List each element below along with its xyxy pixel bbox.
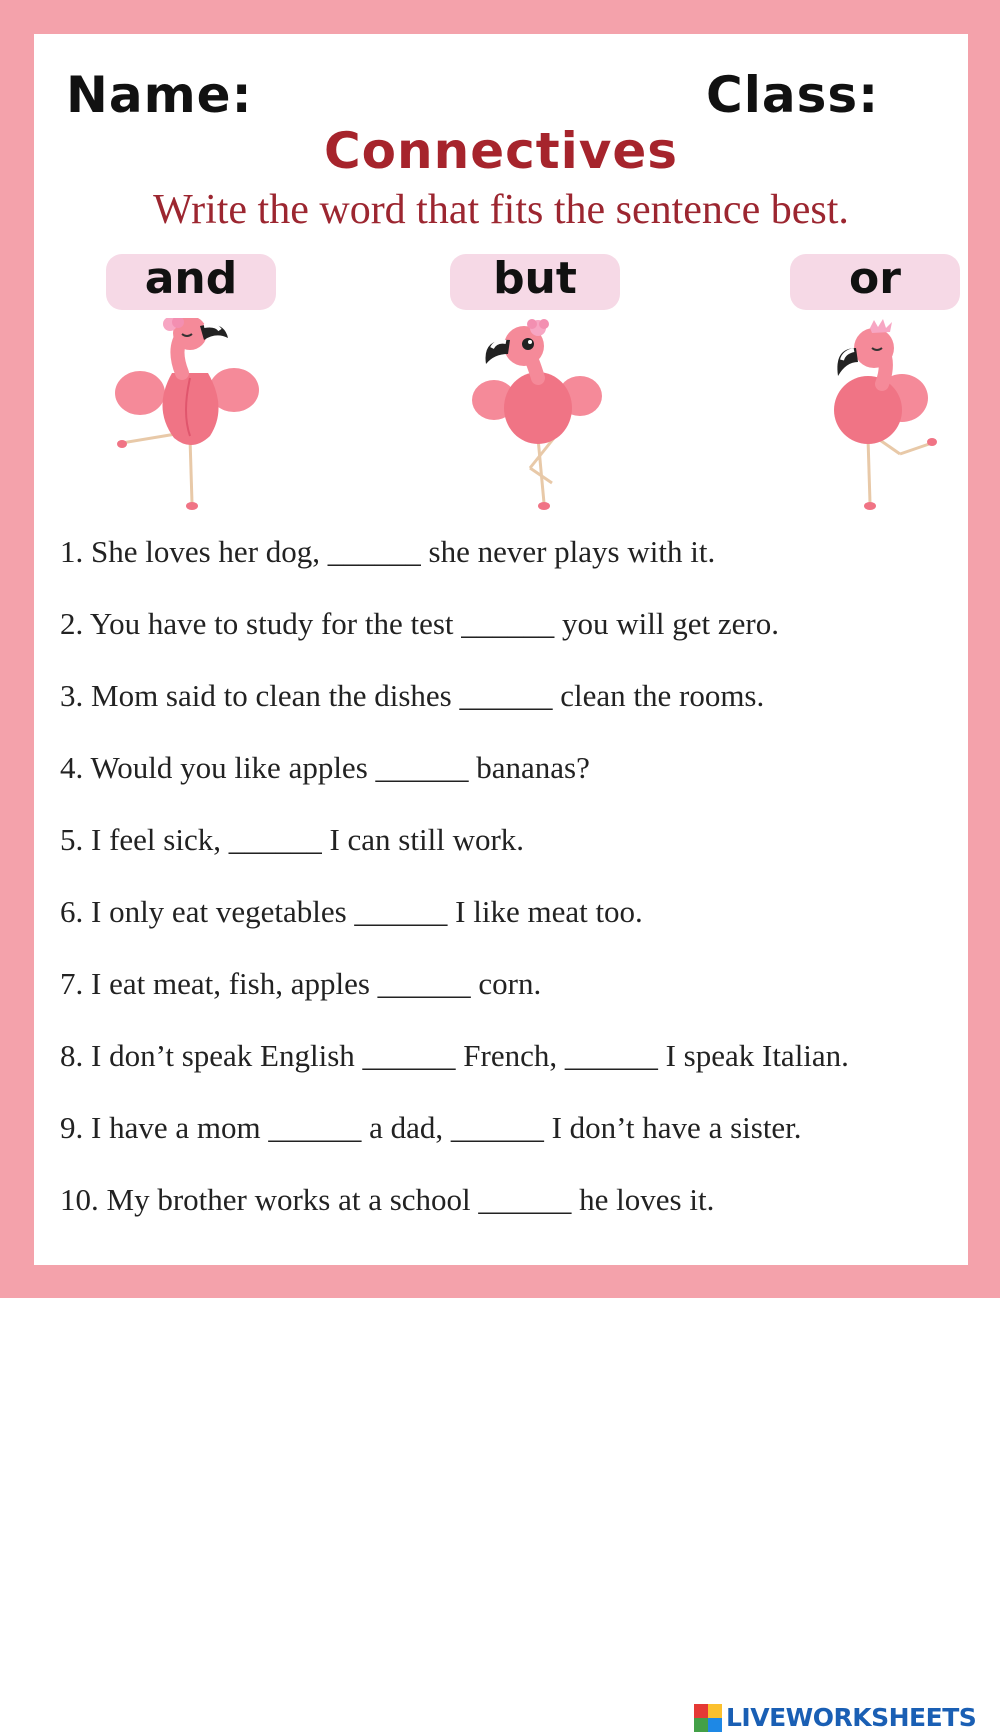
word-bank-or: or (790, 254, 960, 310)
flamingo-icon (812, 318, 962, 518)
question-item: 9. I have a mom ______ a dad, ______ I don’t have a sister. (60, 1110, 802, 1145)
liveworksheets-watermark (694, 1704, 994, 1730)
question-item: 2. You have to study for the test ______ you will get zero. (60, 606, 779, 641)
question-item: 6. I only eat vegetables ______ I like meat too. (60, 894, 643, 929)
name-label: Name: (66, 66, 253, 124)
question-item: 1. She loves her dog, ______ she never plays with it. (60, 534, 716, 569)
question-item: 4. Would you like apples ______ bananas? (60, 750, 590, 785)
word-bank-but: but (450, 254, 620, 310)
question-item: 10. My brother works at a school ______ he loves it. (60, 1182, 715, 1217)
page-title: Connectives (323, 122, 679, 180)
worksheet (34, 34, 968, 1265)
liveworksheets-logo-icon (694, 1704, 722, 1732)
question-item: 8. I don’t speak English ______ French, ______ I speak Italian. (60, 1038, 849, 1073)
watermark-text: LIVEWORKSHEETS (726, 1703, 977, 1732)
flamingo-icon (472, 318, 622, 518)
instruction-text: Write the word that fits the sentence best. (153, 187, 849, 233)
class-label: Class: (706, 66, 880, 124)
question-item: 5. I feel sick, ______ I can still work. (60, 822, 525, 857)
flamingo-icon (112, 318, 262, 518)
word-bank-and: and (106, 254, 276, 310)
question-item: 7. I eat meat, fish, apples ______ corn. (60, 966, 542, 1001)
question-item: 3. Mom said to clean the dishes ______ clean the rooms. (60, 678, 765, 713)
